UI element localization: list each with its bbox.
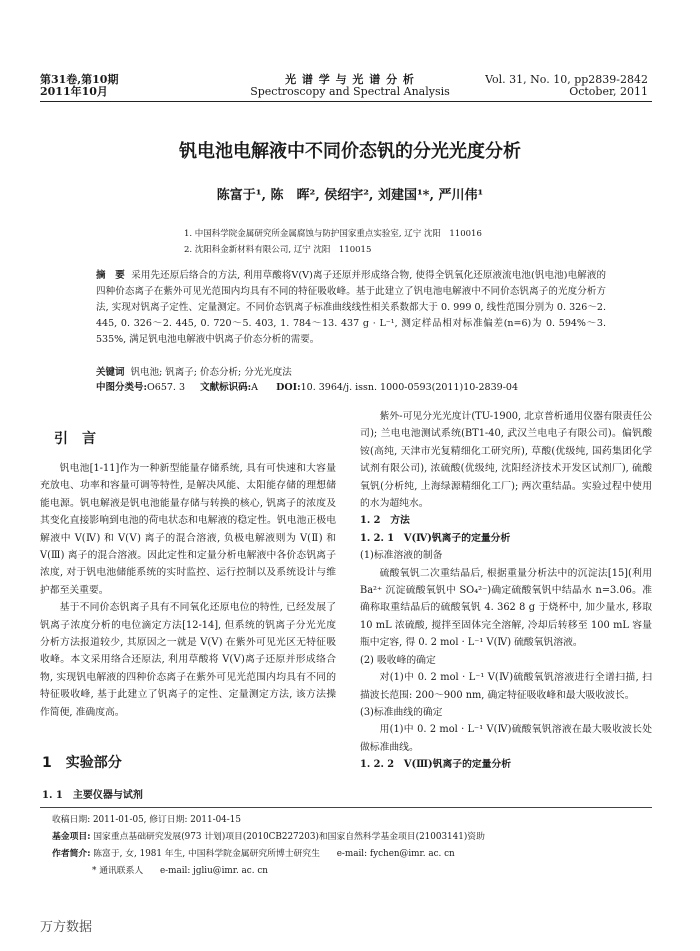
author-email: e-mail: fychen@imr. ac. cn (336, 849, 455, 859)
affiliations (184, 226, 482, 258)
running-header-right (485, 74, 648, 98)
issue-month: October, 2011 (569, 85, 648, 98)
classification-line (96, 380, 606, 395)
doi-label: DOI: (276, 382, 301, 393)
author-bio-text: 陈富于, 女, 1981 年生, 中国科学院金属研究所博士研究生 (93, 849, 320, 859)
doi-value: 10. 3964/j. issn. 1000-0593(2011)10-2839-04 (300, 382, 518, 393)
keywords-block (96, 365, 606, 395)
journal-name-en: Spectroscopy and Spectral Analysis (250, 85, 450, 98)
author-list: 陈富于¹, 陈 晖², 侯绍宇², 刘建国¹*, 严川伟¹ (216, 188, 484, 203)
step-2-heading: (2) 吸收峰的确定 (360, 654, 436, 666)
header-divider (40, 101, 652, 102)
left-column-body (40, 460, 336, 721)
paper-title: 钒电池电解液中不同价态钒的分光光度分析 (179, 141, 521, 162)
journal-name-cn: 光 谱 学 与 光 谱 分 析 (285, 73, 415, 86)
clc-value: O657. 3 (147, 382, 186, 393)
step-1-heading: (1)标准溶液的制备 (360, 550, 443, 562)
volume-issue: 第31卷,第10期 (40, 73, 119, 86)
issue-date: 2011年10月 (40, 85, 108, 98)
doc-code-label: 文献标识码: (200, 382, 252, 393)
v3-analysis-heading: 1. 2. 2 V(Ⅲ)钒离子的定量分析 (360, 759, 512, 771)
step-3-heading: (3)标准曲线的确定 (360, 706, 443, 718)
experiment-heading: 1 实验部分 (42, 755, 122, 771)
keywords-text: 钒电池; 钒离子; 价态分析; 分光光度法 (130, 367, 292, 378)
abstract-label: 摘 要 (96, 270, 125, 281)
corresponding-email: e-mail: jgliu@imr. ac. cn (159, 866, 268, 876)
footnote-divider (40, 807, 652, 808)
intro-paragraph-1: 钒电池[1-11]作为一种新型能量存储系统, 具有可快速和大容量充放电、功率和容量可调等特性, 是解决风能、太阳能存储的理想储能电源。钒电解液是钒电池能量存储与转换的核心, 钒离子的浓度及其变化直接影响到电池的荷电状态和电解液的稳定性。钒电池正极电解液中 V(Ⅳ) 和 V(Ⅴ) 离子的混合溶液, 负极电解液则为 V(Ⅱ) 和 V(Ⅲ) 离子的混合溶液。因此定性和定量分析电解液中各价态钒离子浓度, 对于钒电池储能系统的实时监控、运行控制以及系统设计与维护都至关重要。 (40, 463, 336, 596)
volume-pages: Vol. 31, No. 10, pp2839-2842 (485, 73, 648, 86)
intro-heading: 引 言 (54, 431, 96, 447)
funding-text: 国家重点基础研究发展(973 计划)项目(2010CB227203)和国家自然科学基金项目(21003141)资助 (93, 832, 485, 842)
right-column-body (360, 408, 652, 774)
footnotes (52, 812, 652, 880)
affiliation-2: 2. 沈阳科金新材料有限公司, 辽宁 沈阳 110015 (184, 245, 372, 255)
instruments-heading: 1. 1 主要仪器与试剂 (42, 790, 143, 801)
corresponding-author (52, 863, 652, 880)
v4-analysis-heading: 1. 2. 1 V(Ⅳ)钒离子的定量分析 (360, 532, 511, 544)
abstract-text: 采用先还原后络合的方法, 利用草酸将V(Ⅴ)离子还原并形成络合物, 使得全钒氧化还原液流电池(钒电池)电解液的四种价态离子在紫外可见光范围内均具有不同的特征吸收峰。基于此建立了钒电池电解液中不同价态钒离子的光度分析方法, 实现对钒离子定性、定量测定。不同价态钒离子标准曲线线性相关系数都大于 0. 999 0, 线性范围分别为 0. 326～2. 445, 0. 326～2. 445, 0. 720～5. 403, 1. 784～13. 437 g · L⁻¹, 测定样品相对标准偏差(n=6)为 0. 594%～3. 535%, 满足钒电池电解液中钒离子价态分析的需要。 (96, 270, 606, 345)
affiliation-1: 1. 中国科学院金属研究所金属腐蚀与防护国家重点实验室, 辽宁 沈阳 110016 (184, 229, 482, 239)
author-bio-label: 作者简介: (52, 849, 91, 859)
standard-solution-paragraph: 硫酸氧钒二次重结晶后, 根据重量分析法中的沉淀法[15](利用 Ba²⁺ 沉淀硫酸氧钒中 SO₄²⁻)确定硫酸氧钒中结晶水 n=3.06。准确称取重结晶后的硫酸氧钒 4. 362 8 g 于烧杯中, 加少量水, 移取 10 mL 浓硫酸, 搅拌至固体完全溶解, 冷却后转移至 100 mL 容量瓶中定容, 得 0. 2 mol · L⁻¹ V(Ⅳ) 硫酸氧钒溶液。 (360, 567, 652, 649)
absorption-peak-paragraph: 对(1)中 0. 2 mol · L⁻¹ V(Ⅳ)硫酸氧钒溶液进行全谱扫描, 扫描波长范围: 200～900 nm, 确定特征吸收峰和最大吸收波长。 (360, 672, 652, 701)
received-date: 收稿日期: 2011-01-05, 修订日期: 2011-04-15 (52, 815, 241, 825)
keywords-label: 关键词 (96, 367, 125, 378)
corresponding-label: * 通讯联系人 (92, 866, 144, 876)
abstract (96, 268, 606, 348)
author-bio (52, 846, 652, 863)
funding-label: 基金项目: (52, 832, 91, 842)
method-heading: 1. 2 方法 (360, 515, 410, 527)
doc-code-value: A (251, 382, 259, 393)
intro-paragraph-2: 基于不同价态钒离子具有不同氧化还原电位的特性, 已经发展了钒离子浓度分析的电位滴定方法[12-14], 但系统的钒离子分光光度分析方法报道较少, 其原因之一就是 V(Ⅴ) 在紫外可见光区无特征吸收峰。本文采用络合还原法, 利用草酸将 V(Ⅴ)离子还原并形成络合物, 实现钒电解液的四种价态离子在紫外可见光范围内均具有不同的特征吸收峰, 基于此建立了钒离子的定性、定量测定方法, 该方法操作简便, 准确度高。 (40, 602, 336, 718)
funding (52, 829, 652, 846)
clc-label: 中图分类号: (96, 382, 148, 393)
instruments-paragraph: 紫外-可见分光光度计(TU-1900, 北京普析通用仪器有限责任公司); 兰电电池测试系统(BT1-40, 武汉兰电电子有限公司)。偏钒酸铵(高纯, 天津市光复精细化工研究所), 草酸(优级纯, 国药集团化学试剂有限公司), 浓硫酸(优级纯, 沈阳经济技术开发区试剂厂), 硫酸氧钒(分析纯, 上海绿源精细化工厂); 两次重结晶。实验过程中使用的水为超纯水。 (360, 411, 652, 510)
standard-curve-paragraph: 用(1)中 0. 2 mol · L⁻¹ V(Ⅳ)硫酸氧钒溶液在最大吸收波长处做标准曲线。 (360, 724, 652, 753)
database-watermark: 万方数据 (40, 920, 93, 935)
